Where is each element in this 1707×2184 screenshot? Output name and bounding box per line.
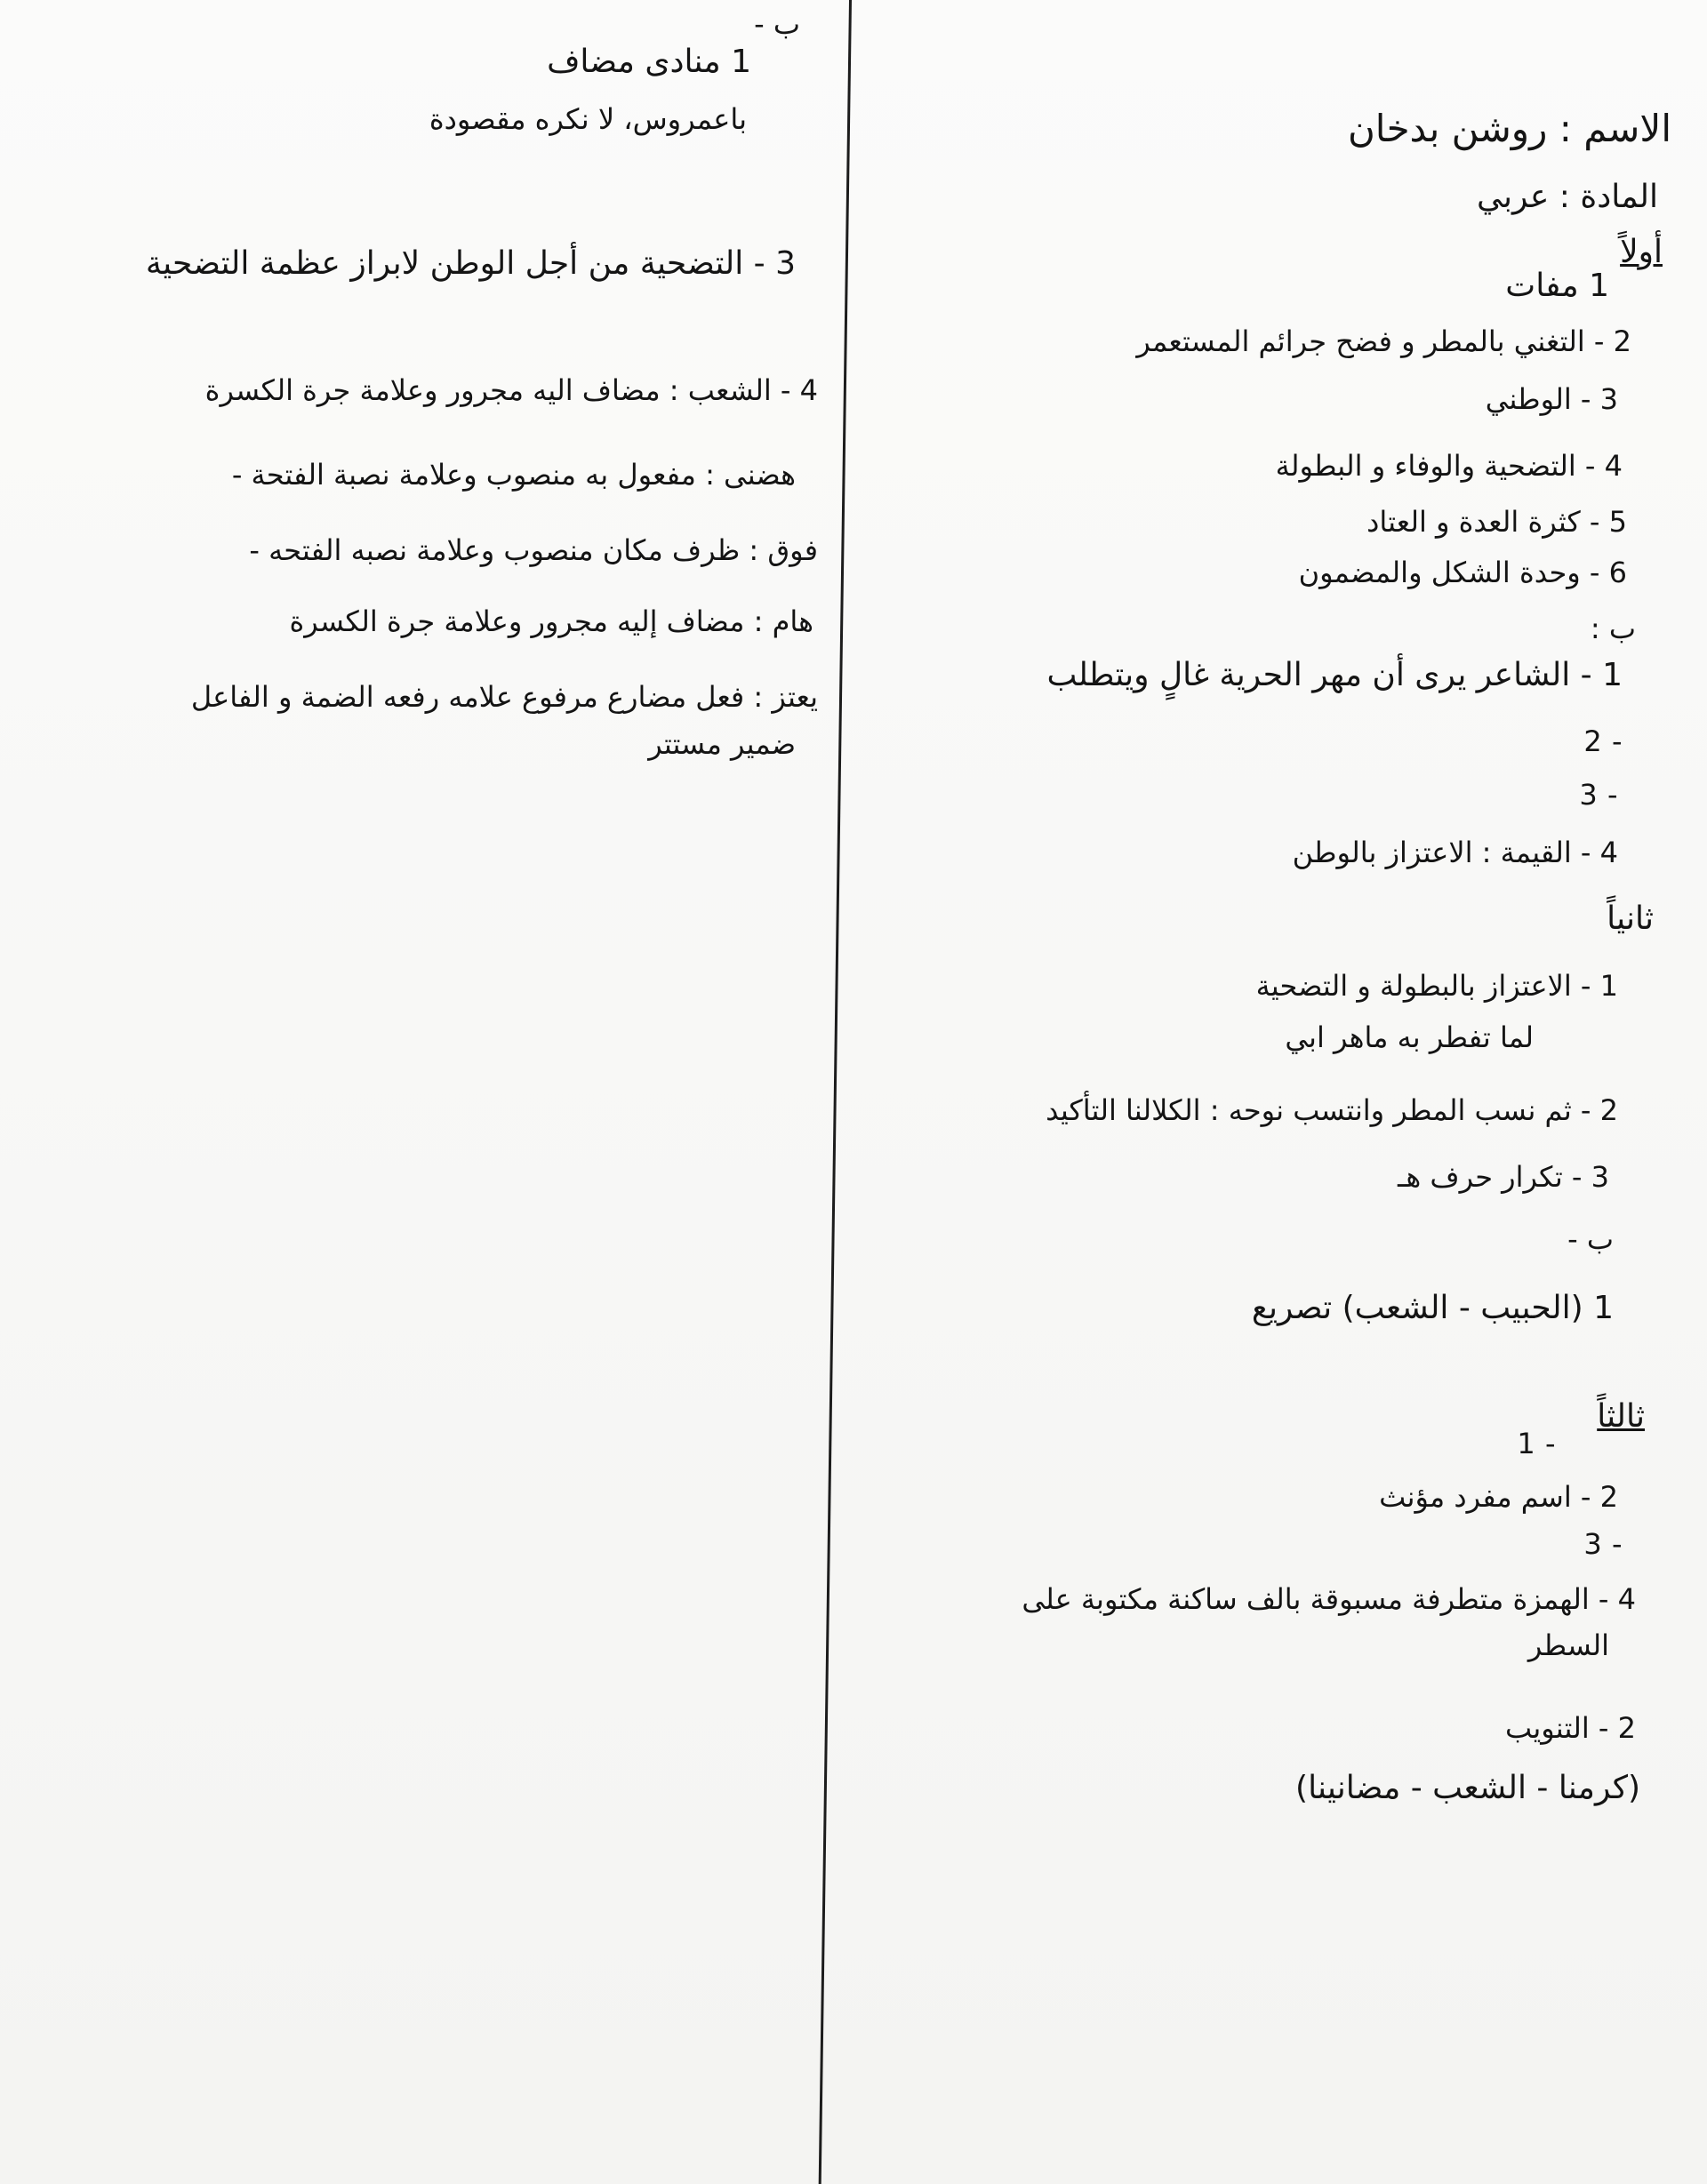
r3-answer-3: 3 - <box>1583 1527 1623 1561</box>
left-answer-4-line4: هام : مضاف إليه مجرور وعلامة جرة الكسرة <box>289 604 813 638</box>
left-answer-1: 1 منادى مضاف <box>547 44 751 80</box>
r2-answer-2: 2 - ثم نسب المطر وانتسب نوحه : الكلالنا التأكيد <box>1046 1093 1618 1127</box>
section-one-heading: أولاً <box>1620 234 1663 270</box>
r-b-answer-3: 3 - <box>1579 778 1618 812</box>
r2-b-answer-1: 1 (الحبيب - الشعب) تصريع <box>1251 1290 1614 1326</box>
r2-answer-1: 1 - الاعتزاز بالبطولة و التضحية <box>1255 969 1618 1003</box>
left-answer-4-line2: هضنى : مفعول به منصوب وعلامة نصبة الفتحة - <box>231 458 796 492</box>
left-answer-4-line6: ضمير مستتر <box>648 727 796 761</box>
left-answer-1-cont: باعمروس، لا نكره مقصودة <box>429 102 747 136</box>
r-answer-2: 2 - التغني بالمطر و فضح جرائم المستعمر <box>1136 324 1631 358</box>
subject: المادة : عربي <box>1476 179 1658 215</box>
left-answer-4: 4 - الشعب : مضاف اليه مجرور وعلامة جرة الكسرة <box>204 373 818 407</box>
r-answer-5: 5 - كثرة العدة و العتاد <box>1366 505 1627 539</box>
section-three-heading: ثالثاً <box>1597 1398 1645 1435</box>
r3-answer-5: 2 - التنويب <box>1504 1711 1636 1745</box>
r3-answer-5-cont: (كرمنا - الشعب - مضانينا) <box>1295 1770 1640 1806</box>
section-two-heading: ثانياً <box>1607 900 1654 937</box>
r2-section-b-label: ب - <box>1567 1222 1614 1256</box>
r3-answer-2: 2 - اسم مفرد مؤنث <box>1379 1480 1618 1514</box>
r-answer-6: 6 - وحدة الشكل والمضمون <box>1298 556 1627 589</box>
left-answer-4-line5: يعتز : فعل مضارع مرفوع علامه رفعه الضمة و الفاعل <box>190 680 818 714</box>
r-b-answer-2: 2 - <box>1583 724 1623 758</box>
r3-answer-1: 1 - <box>1517 1427 1556 1460</box>
r2-answer-3: 3 - تكرار حرف هـ <box>1397 1160 1609 1194</box>
r3-answer-4-cont: السطر <box>1527 1628 1609 1662</box>
student-name: الاسم : روشن بدخان <box>1347 107 1671 150</box>
left-answer-4-line3: فوق : ظرف مكان منصوب وعلامة نصبه الفتحه - <box>249 533 818 567</box>
r-b-answer-4: 4 - القيمة : الاعتزاز بالوطن <box>1292 836 1618 869</box>
r2-answer-1-cont: لما تفطر به ماهر ابي <box>1285 1020 1534 1054</box>
r-b-answer-1: 1 - الشاعر يرى أن مهر الحرية غالٍ ويتطلب <box>1046 657 1623 693</box>
r3-answer-4: 4 - الهمزة متطرفة مسبوقة بالف ساكنة مكتوبة على <box>1022 1582 1636 1616</box>
column-divider <box>819 0 852 2184</box>
r-answer-4: 4 - التضحية والوفاء و البطولة <box>1275 449 1623 483</box>
left-answer-3: 3 - التضحية من أجل الوطن لابراز عظمة التضحية <box>145 245 796 282</box>
r-answer-3: 3 - الوطني <box>1485 382 1618 416</box>
r-answer-1: 1 مفات <box>1505 268 1609 304</box>
left-section-b-label: ب - <box>754 7 800 41</box>
r-section-b-label: ب : <box>1590 612 1636 645</box>
